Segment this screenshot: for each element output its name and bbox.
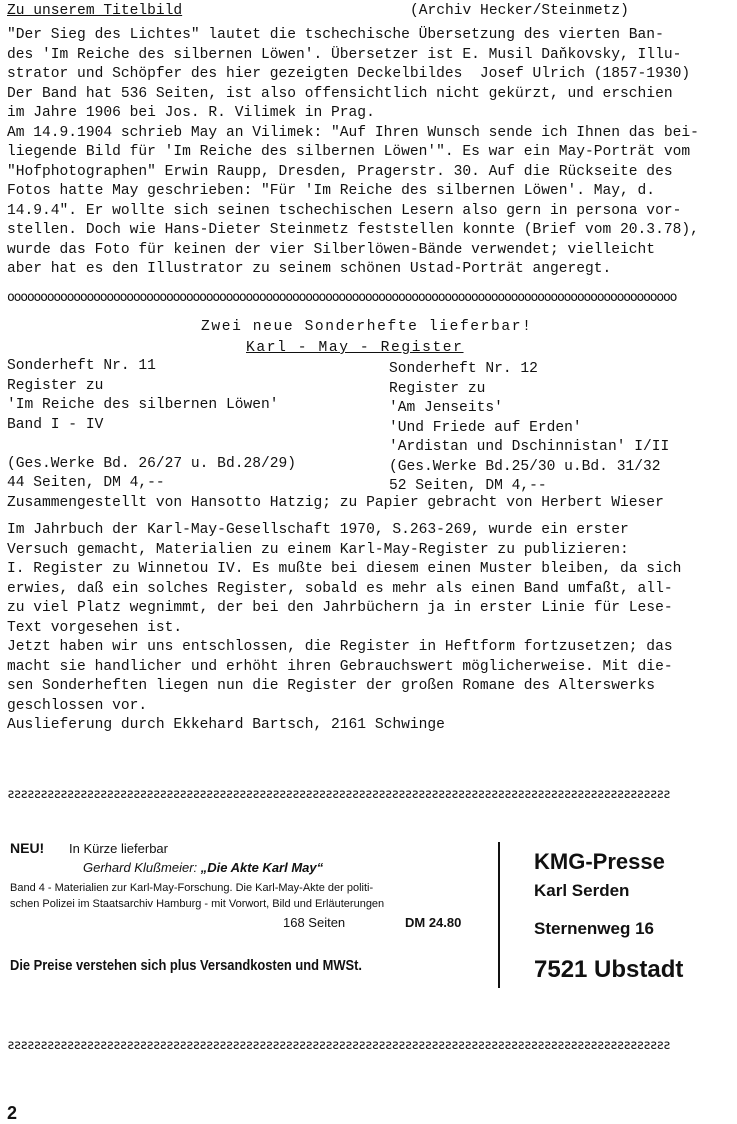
publisher-name: KMG-Presse bbox=[534, 849, 665, 874]
text-line: Band I - IV bbox=[7, 416, 104, 433]
book-desc-1: Band 4 - Materialien zur Karl-May-Forschung. Die Karl-May-Akte der politi- bbox=[10, 882, 374, 894]
text-line: I. Register zu Winnetou IV. Es mußte bei diesem einen Muster bleiben, da sich bbox=[7, 561, 682, 577]
text-line: sen Sonderheften liegen nun die Register der großen Romane des Alterswerks bbox=[7, 678, 656, 694]
text-line: 44 Seiten, DM 4,-- bbox=[7, 475, 165, 491]
text-line: Fotos hatte May geschrieben: "Für 'Im Reiche des silbernen Löwen'. May, d. bbox=[7, 183, 656, 199]
text-line: Text vorgesehen ist. bbox=[7, 619, 183, 636]
credit: (Archiv Hecker/Steinmetz) bbox=[410, 3, 629, 19]
text-line: aber hat es den Illustrator zu seinem schönen Ustad-Porträt angeregt. bbox=[7, 261, 612, 277]
publisher-street: Sternenweg 16 bbox=[534, 919, 654, 938]
text-line: Versuch gemacht, Materialien zu einem Karl-May-Register zu publizieren: bbox=[7, 541, 629, 558]
text-line: im Jahre 1906 bei Jos. R. Vilimek in Prag. bbox=[7, 105, 375, 121]
text-line: 'Am Jenseits' bbox=[389, 400, 503, 416]
text-line: Register zu bbox=[389, 380, 486, 397]
text-line: 14.9.4". Er wollte sich seinen tschechischen Lesern also gern in persona vor- bbox=[7, 202, 682, 219]
text-line: Sonderheft Nr. 12 bbox=[389, 361, 538, 377]
text-line: "Hofphotographen" Erwin Raupp, Dresden, Pragerstr. 30. Auf die Rückseite des bbox=[7, 163, 673, 180]
text-line: 52 Seiten, DM 4,-- bbox=[389, 478, 547, 494]
text-line: liegende Bild für 'Im Reiche des silbernen Löwen'". Es war ein May-Porträt vom bbox=[7, 144, 691, 160]
text-line: Auslieferung durch Ekkehard Bartsch, 2161 Schwinge bbox=[7, 717, 445, 733]
page-number: 2 bbox=[7, 1103, 18, 1123]
text-line: stellen. Doch wie Hans-Dieter Steinmetz feststellen konnte (Brief vom 20.3.78), bbox=[7, 222, 699, 238]
register-headline: Zwei neue Sonderhefte lieferbar! bbox=[201, 319, 533, 335]
register-left-column bbox=[7, 357, 296, 494]
text-line: Jetzt haben wir uns entschlossen, die Register in Heftform fortzusetzen; das bbox=[7, 639, 673, 655]
text-line bbox=[7, 435, 296, 455]
book-ad bbox=[0, 838, 737, 988]
text-line: "Der Sieg des Lichtes" lautet die tschechische Übersetzung des vierten Ban- bbox=[7, 27, 664, 43]
text-line: Sonderheft Nr. 11 bbox=[7, 358, 156, 374]
text-line: erwies, daß ein solches Register, sobald es mehr als einen Band umfaßt, all- bbox=[7, 580, 673, 597]
text-line: (Ges.Werke Bd.25/30 u.Bd. 31/32 bbox=[389, 458, 661, 475]
book-pages: 168 Seiten bbox=[283, 915, 346, 930]
text-line: zu viel Platz wegnimmt, der bei den Jahrbüchern ja in erster Linie für Lese- bbox=[7, 600, 673, 616]
zigzag-divider: ƨƨƨƨƨƨƨƨƨƨƨƨƨƨƨƨƨƨƨƨƨƨƨƨƨƨƨƨƨƨƨƨƨƨƨƨƨƨƨƨƨƨƨƨƨƨƨƨƨƨƨƨƨƨƨƨƨƨƨƨƨƨƨƨƨƨƨƨƨƨƨƨƨƨƨƨƨƨƨƨƨƨƨƨƨƨƨƨƨƨƨƨƨƨƨƨƨƨƨƨ bbox=[7, 787, 670, 802]
text-line: 'Ardistan und Dschinnistan' I/II bbox=[389, 439, 670, 455]
ornament-divider: ooooooooooooooooooooooooooooooooooooooooooooooooooooooooooooooooooooooooooooooooooooooooooooooooooooo bbox=[7, 290, 677, 305]
book-price: DM 24.80 bbox=[405, 915, 462, 930]
text-line: Im Jahrbuch der Karl-May-Gesellschaft 1970, S.263-269, wurde ein erster bbox=[7, 522, 629, 538]
ad-divider bbox=[498, 842, 500, 988]
compiled-by: Zusammengestellt von Hansotto Hatzig; zu Papier gebracht von Herbert Wieser bbox=[7, 495, 664, 511]
text-line: des 'Im Reiche des silbernen Löwen'. Übersetzer ist E. Musil Daňkovsky, Illu- bbox=[7, 46, 682, 63]
text-line: 'Und Friede auf Erden' bbox=[389, 419, 582, 436]
register-right-column bbox=[389, 360, 669, 497]
text-line: Der Band hat 536 Seiten, ist also offensichtlich nicht gekürzt, und erschien bbox=[7, 85, 673, 102]
text-line: geschlossen vor. bbox=[7, 697, 148, 714]
publisher-person: Karl Serden bbox=[534, 881, 630, 900]
book-title: „Die Akte Karl May“ bbox=[200, 860, 324, 875]
register-body bbox=[7, 521, 681, 736]
available-soon: In Kürze lieferbar bbox=[69, 841, 168, 856]
new-label: NEU! bbox=[10, 840, 45, 856]
text-line: strator und Schöpfer des hier gezeigten Deckelbildes Josef Ulrich (1857-1930) bbox=[7, 66, 691, 82]
book-author: Gerhard Klußmeier: „Die Akte Karl May“ bbox=[83, 860, 324, 875]
text-line: wurde das Foto für keinen der vier Silberlöwen-Bände verwendet; vielleicht bbox=[7, 241, 656, 258]
zigzag-divider: ƨƨƨƨƨƨƨƨƨƨƨƨƨƨƨƨƨƨƨƨƨƨƨƨƨƨƨƨƨƨƨƨƨƨƨƨƨƨƨƨƨƨƨƨƨƨƨƨƨƨƨƨƨƨƨƨƨƨƨƨƨƨƨƨƨƨƨƨƨƨƨƨƨƨƨƨƨƨƨƨƨƨƨƨƨƨƨƨƨƨƨƨƨƨƨƨƨƨƨƨ bbox=[7, 1038, 670, 1053]
text-line: Am 14.9.1904 schrieb May an Vilimek: "Auf Ihren Wunsch sende ich Ihnen das bei- bbox=[7, 124, 699, 141]
text-line: macht sie handlicher und erhöht ihren Gebrauchswert möglicherweise. Mit die- bbox=[7, 658, 673, 675]
text-line: Register zu bbox=[7, 377, 104, 394]
publisher-city: 7521 Ubstadt bbox=[534, 956, 684, 983]
price-note: Die Preise verstehen sich plus Versandkosten und MWSt. bbox=[10, 957, 362, 974]
intro-text bbox=[7, 26, 699, 280]
section-heading: Zu unserem Titelbild bbox=[7, 3, 183, 19]
book-desc-2: schen Polizei im Staatsarchiv Hamburg - mit Vorwort, Bild und Erläuterungen bbox=[10, 898, 385, 910]
register-subheadline: Karl - May - Register bbox=[246, 340, 464, 356]
text-line: (Ges.Werke Bd. 26/27 u. Bd.28/29) bbox=[7, 455, 297, 472]
text-line: 'Im Reiche des silbernen Löwen' bbox=[7, 397, 279, 413]
